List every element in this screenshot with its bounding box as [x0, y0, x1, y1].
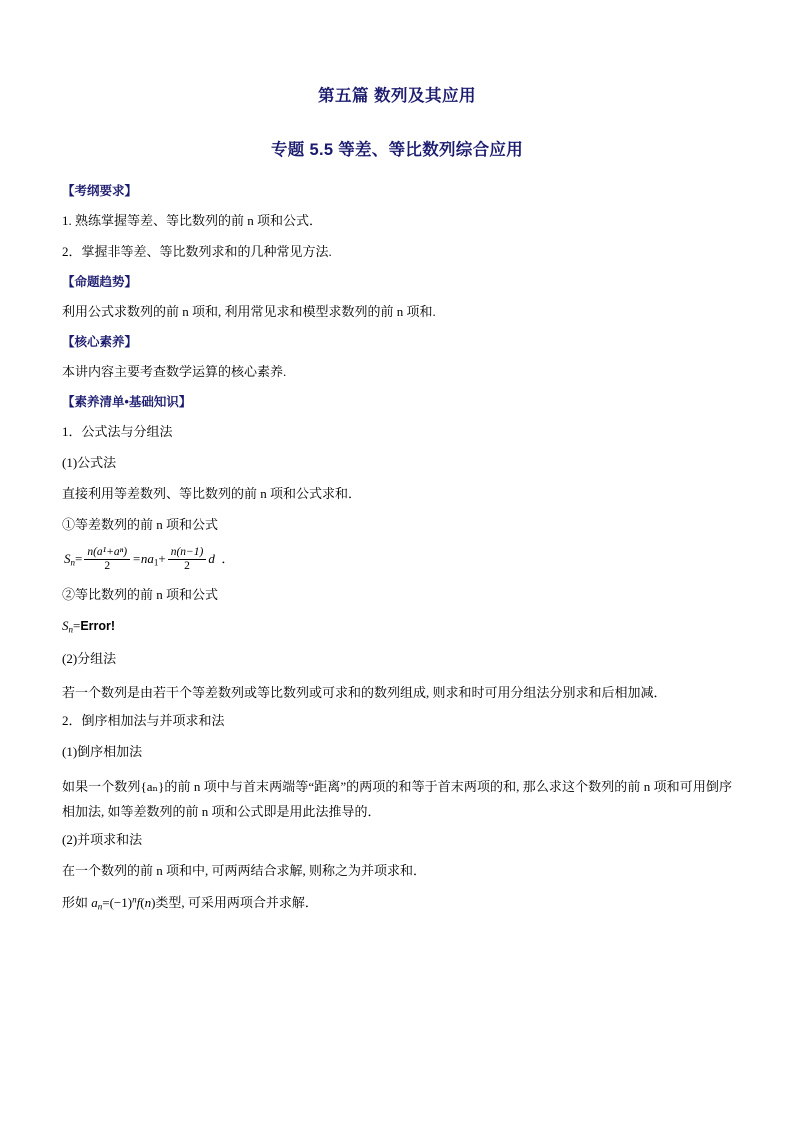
formula1-fraction-1 — [84, 546, 130, 574]
proposition-trend-text: 利用公式求数列的前 n 项和, 利用常见求和模型求数列的前 n 项和. — [62, 303, 436, 319]
document-subtitle: 专题 5.5 等差、等比数列综合应用 — [270, 141, 523, 159]
item-1-sub-1-text: 直接利用等差数列、等比数列的前 n 项和公式求和． — [62, 485, 362, 501]
item-2-sub-1-text: 如果一个数列{aₙ}的前 n 项中与首末两端等“距离”的两项的和等于首末两项的和, 那么求这个数列的前 n 项和可用倒序相加法, 如等差数列的前 n 项和公式即是用此法推导的． — [62, 778, 732, 819]
formula1-tail: d — [208, 551, 215, 567]
item-2-title: 2．倒序相加法与并项求和法 — [62, 713, 225, 729]
formula1-frac1-denominator: 2 — [104, 560, 111, 573]
formula1-period: ． — [221, 551, 235, 567]
item-1-sub-1-a-label: ①等差数列的前 n 项和公式 — [62, 516, 219, 532]
item-2-sub-2-text-2-post: 类型, 可采用两项合并求解． — [155, 894, 318, 910]
formula1-mid-sub: 1 — [153, 557, 159, 568]
section-heading-literacy-checklist: 【素养清单•基础知识】 — [62, 394, 192, 409]
formula2-lhs-var: S — [62, 618, 69, 634]
formula2-lhs-sub: n — [68, 624, 73, 635]
item-1-sub-2-text: 若一个数列是由若干个等差数列或等比数列或可求和的数列组成, 则求和时可用分组法分别求和后相加减． — [62, 684, 667, 700]
item-2-sub-2-text-2-pre: 形如 — [62, 894, 92, 910]
formula1-lhs-sub: n — [70, 557, 75, 568]
item-2-sub-2-text: 在一个数列的前 n 项和中, 可两两结合求解, 则称之为并项求和． — [62, 863, 427, 879]
item-1-sub-1-label: (1)公式法 — [62, 454, 117, 470]
item-1-title: 1．公式法与分组法 — [62, 423, 173, 439]
formula-geometric-sum — [62, 616, 732, 637]
core-literacy-text: 本讲内容主要考查数学运算的核心素养. — [62, 363, 287, 379]
formula2-error-text: Error! — [80, 619, 116, 634]
formula2-eq: = — [73, 618, 81, 634]
document-title: 第五篇 数列及其应用 — [317, 87, 477, 105]
document-content — [62, 82, 732, 925]
item-2-sub-1-label: (1)倒序相加法 — [62, 744, 143, 760]
item-2-sub-2-text-2: 形如 $a_n=(-1)^nf(n)$类型, 可采用两项合并求解． — [62, 894, 318, 912]
section-heading-proposition-trend: 【命题趋势】 — [62, 275, 138, 290]
item-1-sub-2-label: (2)分组法 — [62, 650, 117, 666]
item-2-sub-2-label: (2)并项求和法 — [62, 832, 143, 848]
formula1-frac1-numerator: n(a¹+aⁿ) — [84, 546, 130, 561]
section-heading-core-literacy: 【核心素养】 — [62, 334, 138, 349]
formula1-frac2-numerator: n(n−1) — [168, 546, 207, 561]
item-1-sub-1-b-label: ②等比数列的前 n 项和公式 — [62, 587, 219, 603]
formula1-plus: + — [158, 551, 166, 567]
formula1-lhs-var: S — [64, 551, 71, 567]
formula1-fraction-2 — [168, 546, 207, 574]
outline-requirement-1: 1. 熟练掌握等差、等比数列的前 n 项和公式． — [62, 212, 323, 228]
outline-requirement-2: 2．掌握非等差、等比数列求和的几种常见方法. — [62, 243, 332, 259]
formula1-eq: = — [75, 551, 83, 567]
formula1-mid: =na — [132, 551, 154, 567]
formula1-frac2-denominator: 2 — [184, 560, 190, 573]
formula-arithmetic-sum — [62, 546, 732, 574]
section-heading-outline-requirements: 【考纲要求】 — [62, 184, 138, 198]
